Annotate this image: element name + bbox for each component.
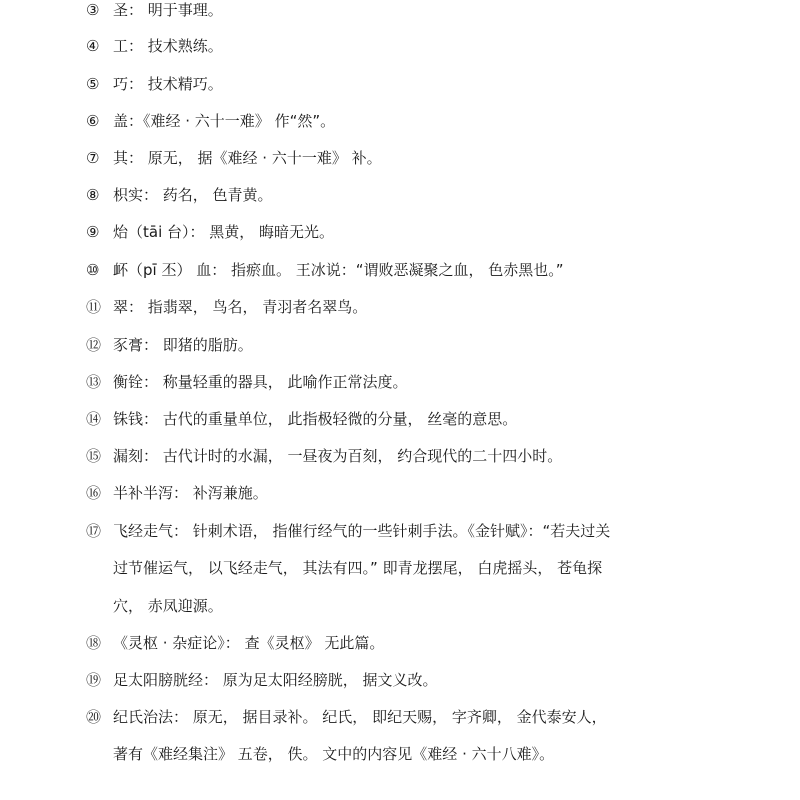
note-text: 漏刻： 古代计时的水漏， 一昼夜为百刻， 约合现代的二十四小时。 bbox=[113, 447, 563, 465]
note-text-continued: 过节催运气， 以飞经走气， 其法有四。” 即青龙摆尾， 白虎摇头， 苍龟探 bbox=[113, 559, 603, 577]
note-text-continued: 著有《难经集注》 五卷， 佚。 文中的内容见《难经 · 六十八难》。 bbox=[113, 745, 555, 763]
note-number: ⑭ bbox=[86, 410, 102, 428]
note-text: 半补半泻： 补泻兼施。 bbox=[113, 484, 268, 502]
note-number: ⑨ bbox=[86, 223, 100, 241]
note-text: 衡铨： 称量轻重的器具， 此喻作正常法度。 bbox=[113, 373, 408, 391]
note-number: ⑦ bbox=[86, 149, 100, 167]
note-number: ⑩ bbox=[86, 261, 100, 279]
note-number: ⑪ bbox=[86, 298, 102, 316]
note-number: ⑥ bbox=[86, 112, 100, 130]
note-number: ⑯ bbox=[86, 484, 102, 502]
note-number: ④ bbox=[86, 37, 100, 55]
note-text: 盖：《难经 · 六十一难》 作“然”。 bbox=[113, 112, 336, 130]
note-number: ⑧ bbox=[86, 186, 100, 204]
note-number: ⑱ bbox=[86, 634, 102, 652]
note-number: ⑮ bbox=[86, 447, 102, 465]
note-text: 衃（pī 丕） 血： 指瘀血。 王冰说：“谓败恶凝聚之血， 色赤黑也。” bbox=[113, 261, 564, 279]
note-number: ⑳ bbox=[86, 708, 102, 726]
note-text: 枳实： 药名， 色青黄。 bbox=[113, 186, 273, 204]
note-number: ⑫ bbox=[86, 336, 102, 354]
note-text: 铢钱： 古代的重量单位， 此指极轻微的分量， 丝毫的意思。 bbox=[113, 410, 518, 428]
note-number: ⑤ bbox=[86, 75, 100, 93]
note-number: ③ bbox=[86, 1, 100, 19]
note-text: 炲（tāi 台）： 黑黄， 晦暗无光。 bbox=[113, 223, 335, 241]
note-text: 翠： 指翡翠， 鸟名， 青羽者名翠鸟。 bbox=[113, 298, 368, 316]
note-text: 纪氏治法： 原无， 据目录补。 纪氏， 即纪天赐， 字齐卿， 金代泰安人， bbox=[113, 708, 607, 726]
note-number: ⑲ bbox=[86, 671, 102, 689]
note-text: 《灵枢 · 杂症论》： 查《灵枢》 无此篇。 bbox=[113, 634, 385, 652]
note-number: ⑬ bbox=[86, 373, 102, 391]
note-text: 飞经走气： 针刺术语， 指催行经气的一些针刺手法。《金针赋》：“若夫过关 bbox=[113, 522, 611, 540]
note-text: 圣： 明于事理。 bbox=[113, 1, 223, 19]
note-text: 工： 技术熟练。 bbox=[113, 37, 223, 55]
note-text: 巧： 技术精巧。 bbox=[113, 75, 223, 93]
note-text-continued: 穴， 赤凤迎源。 bbox=[113, 597, 223, 615]
note-number: ⑰ bbox=[86, 522, 102, 540]
note-text: 豕膏： 即猪的脂肪。 bbox=[113, 336, 253, 354]
note-text: 其： 原无， 据《难经 · 六十一难》 补。 bbox=[113, 149, 382, 167]
note-text: 足太阳膀胱经： 原为足太阳经膀胱， 据文义改。 bbox=[113, 671, 438, 689]
